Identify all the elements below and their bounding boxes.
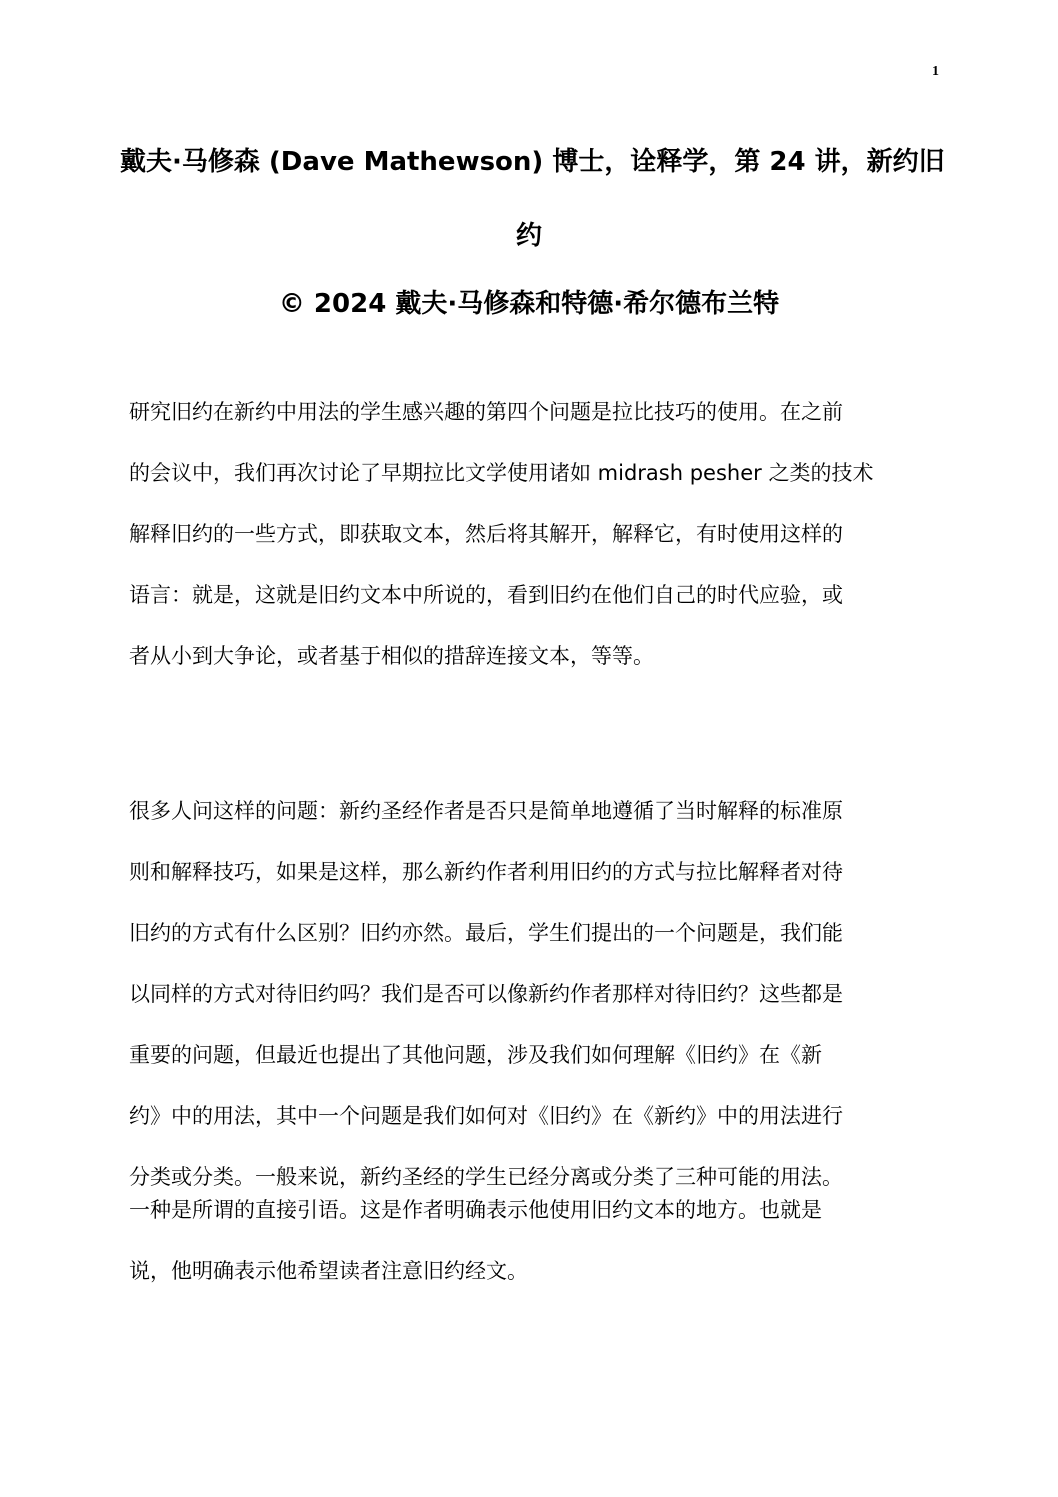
page-number: 1	[932, 64, 939, 79]
text-line: 研究旧约在新约中用法的学生感兴趣的第四个问题是拉比技巧的使用。在之前	[129, 400, 843, 424]
title-line: 戴夫·马修森 (Dave Mathewson) 博士，诠释学，第 24 讲，新约旧	[120, 147, 945, 177]
paragraph-1	[129, 382, 919, 687]
copyright-notice: © 2024 戴夫·马修森和特德·希尔德布兰特	[278, 289, 780, 319]
text-line: 的会议中，我们再次讨论了早期拉比文学使用诸如 midrash pesher 之类的技术	[129, 461, 874, 485]
text-line: 很多人问这样的问题：新约圣经作者是否只是简单地遵循了当时解释的标准原	[129, 799, 843, 823]
text-line: 以同样的方式对待旧约吗？我们是否可以像新约作者那样对待旧约？这些都是	[129, 982, 843, 1006]
text-line: 语言：就是，这就是旧约文本中所说的，看到旧约在他们自己的时代应验，或	[129, 583, 843, 607]
text-line: 重要的问题，但最近也提出了其他问题，涉及我们如何理解《旧约》在《新	[129, 1043, 822, 1067]
text-line: 约》中的用法，其中一个问题是我们如何对《旧约》在《新约》中的用法进行	[129, 1104, 843, 1128]
text-line: 分类或分类。一般来说，新约圣经的学生已经分离或分类了三种可能的用法。	[129, 1165, 843, 1189]
document-title	[120, 125, 945, 273]
title-line: 约	[515, 221, 542, 251]
text-line: 一种是所谓的直接引语。这是作者明确表示他使用旧约文本的地方。也就是	[129, 1198, 822, 1222]
text-line: 解释旧约的一些方式，即获取文本，然后将其解开，解释它，有时使用这样的	[129, 522, 843, 546]
text-line: 则和解释技巧，如果是这样，那么新约作者利用旧约的方式与拉比解释者对待	[129, 860, 843, 884]
text-line: 说，他明确表示他希望读者注意旧约经文。	[129, 1259, 528, 1283]
paragraph-2	[129, 781, 919, 1208]
text-line: 者从小到大争论，或者基于相似的措辞连接文本，等等。	[129, 644, 654, 668]
paragraph-3	[129, 1180, 919, 1302]
text-line: 旧约的方式有什么区别？旧约亦然。最后，学生们提出的一个问题是，我们能	[129, 921, 843, 945]
